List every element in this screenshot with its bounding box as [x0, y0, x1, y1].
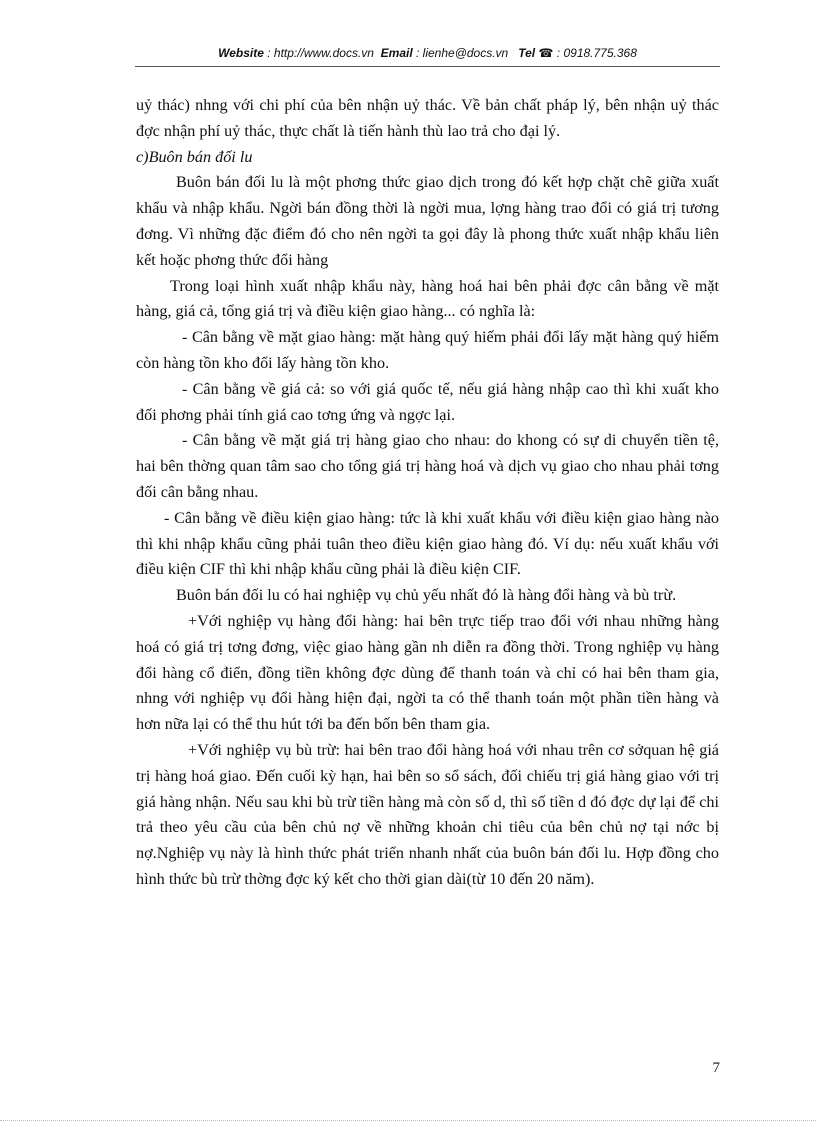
paragraph-compensation: +Với nghiệp vụ bù trừ: hai bên trao đổi hàng hoá với nhau trên cơ sởquan hệ giá trị hàng hoá giao. Đến cuối kỳ hạn, hai bên so sổ sách, đối chiếu trị giá hàng giao với trị giá hàng nhận. Nếu sau khi bù trừ tiền hàng mà còn số d, thì số tiền d đó đợc dự lại để chi trả theo yêu cầu của bên chủ nợ về những khoản chi tiêu của bên chủ nợ tại nớc bị nợ.Nghiệp vụ này là hình thức phát triển nhanh nhất của buôn bán đối lu. Hợp đồng cho hình thức bù trừ thờng đợc ký kết cho thời gian dài(từ 10 đến 20 năm). — [136, 740, 719, 888]
list-item-price-balance: - Cân bằng về giá cả: so với giá quốc tế, nếu giá hàng nhập cao thì khi xuất kho đối phơng phải tính giá cao tơng ứng và ngợc lại. — [136, 379, 719, 424]
tel-number: : 0918.775.368 — [556, 46, 637, 60]
page-header — [135, 46, 720, 60]
paragraph-balance-intro: Trong loại hình xuất nhập khẩu này, hàng hoá hai bên phải đợc cân bằng về mặt hàng, giá cả, tổng giá trị và điều kiện giao hàng... có nghĩa là: — [136, 276, 719, 321]
document-body — [136, 93, 719, 893]
list-item-delivery-balance: - Cân bằng về điều kiện giao hàng: tức là khi xuất khẩu với điều kiện giao hàng nào thì khi nhập khẩu cũng phải tuân theo điều kiện giao hàng đó. Ví dụ: nếu xuất khẩu với điều kiện CIF thì khi nhập khẩu cũng phải là điều kiện CIF. — [136, 508, 719, 579]
paragraph-agency-fee: uỷ thác) nhng với chi phí của bên nhận uỷ thác. Về bản chất pháp lý, bên nhận uỷ thác đợc nhận phí uỷ thác, thực chất là tiến hành thù lao trả cho đại lý. — [136, 96, 719, 140]
email-label: Email — [380, 46, 413, 60]
paragraph-countertrade-definition: Buôn bán đối lu là một phơng thức giao dịch trong đó kết hợp chặt chẽ giữa xuất khẩu và nhập khẩu. Ngời bán đồng thời là ngời mua, lợng hàng trao đổi có giá trị tương đơng. Vì những đặc điểm đó cho nên ngời ta gọi đây là phong thức xuất nhập khẩu liên kết hoặc phơng thức đổi hàng — [136, 173, 719, 269]
paragraph-barter: +Với nghiệp vụ hàng đổi hàng: hai bên trực tiếp trao đổi với nhau những hàng hoá có giá trị tơng đơng, việc giao hàng gần nh diễn ra đồng thời. Trong nghiệp vụ hàng đổi hàng cổ điển, đồng tiền không đợc dùng để thanh toán và chỉ có hai bên tham gia, nhng với nghiệp vụ đổi hàng hiện đại, ngời ta có thể thanh toán một phần tiền hàng và hơn nữa lại có thể thu hút tới ba đến bốn bên tham gia. — [136, 611, 719, 734]
paragraph-two-operations: Buôn bán đối lu có hai nghiệp vụ chủ yếu nhất đó là hàng đổi hàng và bù trừ. — [176, 586, 677, 605]
list-item-value-balance: - Cân bằng về mặt giá trị hàng giao cho nhau: do khong có sự di chuyển tiền tệ, hai bên thờng quan tâm sao cho tổng giá trị hàng hoá và dịch vụ giao cho nhau phải tơng đối cân bằng nhau. — [136, 431, 719, 501]
page-number: 7 — [712, 1060, 720, 1076]
list-item-goods-balance: - Cân bằng về mặt giao hàng: mặt hàng quý hiếm phải đổi lấy mặt hàng quý hiếm còn hàng tồn kho đổi lấy hàng tồn kho. — [136, 328, 719, 372]
website-label: Website — [218, 46, 264, 60]
email-address: : lienhe@docs.vn — [416, 46, 509, 60]
header-divider — [135, 66, 720, 67]
page-bottom-edge — [0, 1120, 816, 1121]
tel-label: Tel — [518, 46, 536, 60]
phone-icon: ☎ — [538, 46, 554, 60]
website-url: : http://www.docs.vn — [267, 46, 374, 60]
section-heading: c)Buôn bán đối lu — [136, 147, 253, 166]
